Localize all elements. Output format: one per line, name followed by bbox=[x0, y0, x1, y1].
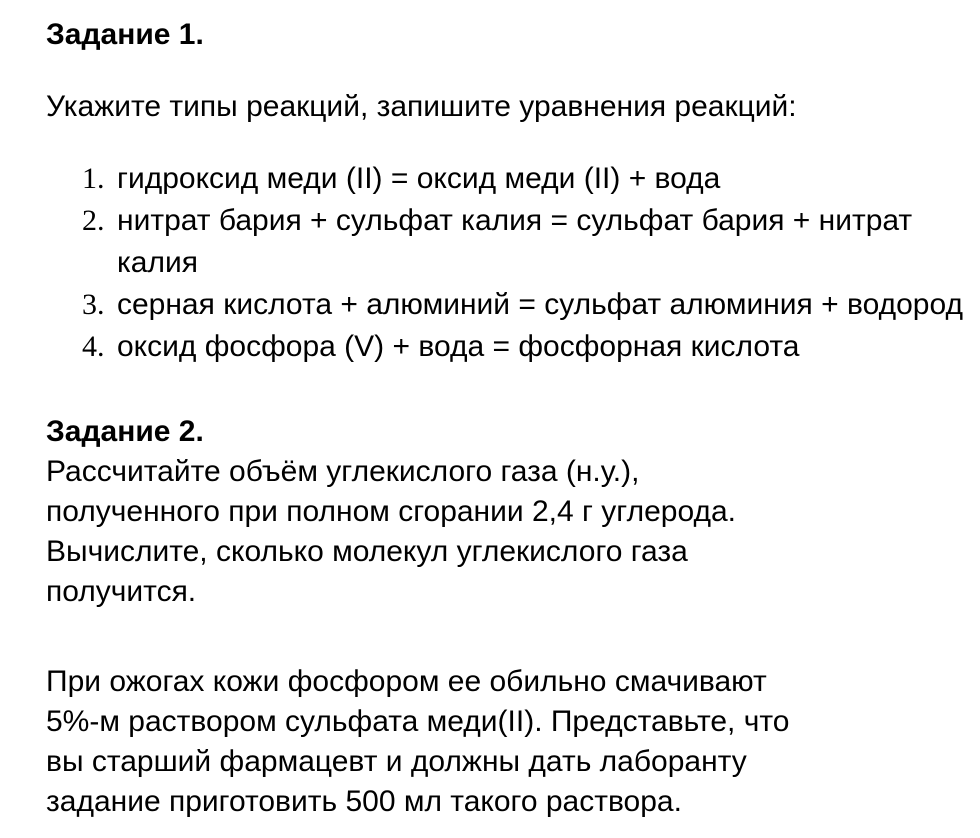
task-2-paragraph-2 bbox=[46, 662, 966, 822]
paragraph-line: задание приготовить 500 мл такого раствора. bbox=[46, 785, 682, 818]
paragraph-line: Рассчитайте объём углекислого газа (н.у.), bbox=[46, 455, 640, 488]
paragraph-line: вы старший фармацевт и должны дать лаборанту bbox=[46, 745, 747, 778]
reaction-item-text: серная кислота + алюминий = сульфат алюминия + водород bbox=[117, 288, 964, 321]
reaction-item-number: 2. bbox=[82, 204, 105, 237]
paragraph-line: При ожогах кожи фосфором ее обильно смачивают bbox=[46, 665, 767, 698]
reaction-item-number: 4. bbox=[82, 330, 105, 363]
task-2-paragraph-1 bbox=[46, 452, 966, 612]
reaction-item-number: 3. bbox=[82, 288, 105, 321]
reaction-list bbox=[46, 158, 966, 368]
reaction-item-4 bbox=[46, 326, 966, 368]
paragraph-line: 5%-м раствором сульфата меди(II). Представьте, что bbox=[46, 705, 790, 738]
reaction-item-number: 1. bbox=[82, 162, 105, 195]
paragraph-line: полученного при полном сгорании 2,4 г углерода. bbox=[46, 495, 736, 528]
reaction-item-text: нитрат бария + сульфат калия = сульфат бария + нитрат калия bbox=[117, 204, 913, 279]
paragraph-line: получится. bbox=[46, 575, 197, 608]
reaction-item-3 bbox=[46, 284, 966, 326]
reaction-item-text: гидроксид меди (II) = оксид меди (II) + вода bbox=[117, 162, 721, 195]
reaction-item-1 bbox=[46, 158, 966, 200]
task-2-heading: Задание 2. bbox=[46, 415, 204, 448]
task-1-heading: Задание 1. bbox=[46, 18, 204, 51]
task-1-instruction: Укажите типы реакций, запишите уравнения реакций: bbox=[46, 90, 797, 123]
reaction-item-text: оксид фосфора (V) + вода = фосфорная кислота bbox=[117, 330, 800, 363]
paragraph-line: Вычислите, сколько молекул углекислого газа bbox=[46, 535, 688, 568]
reaction-item-2 bbox=[46, 200, 966, 284]
